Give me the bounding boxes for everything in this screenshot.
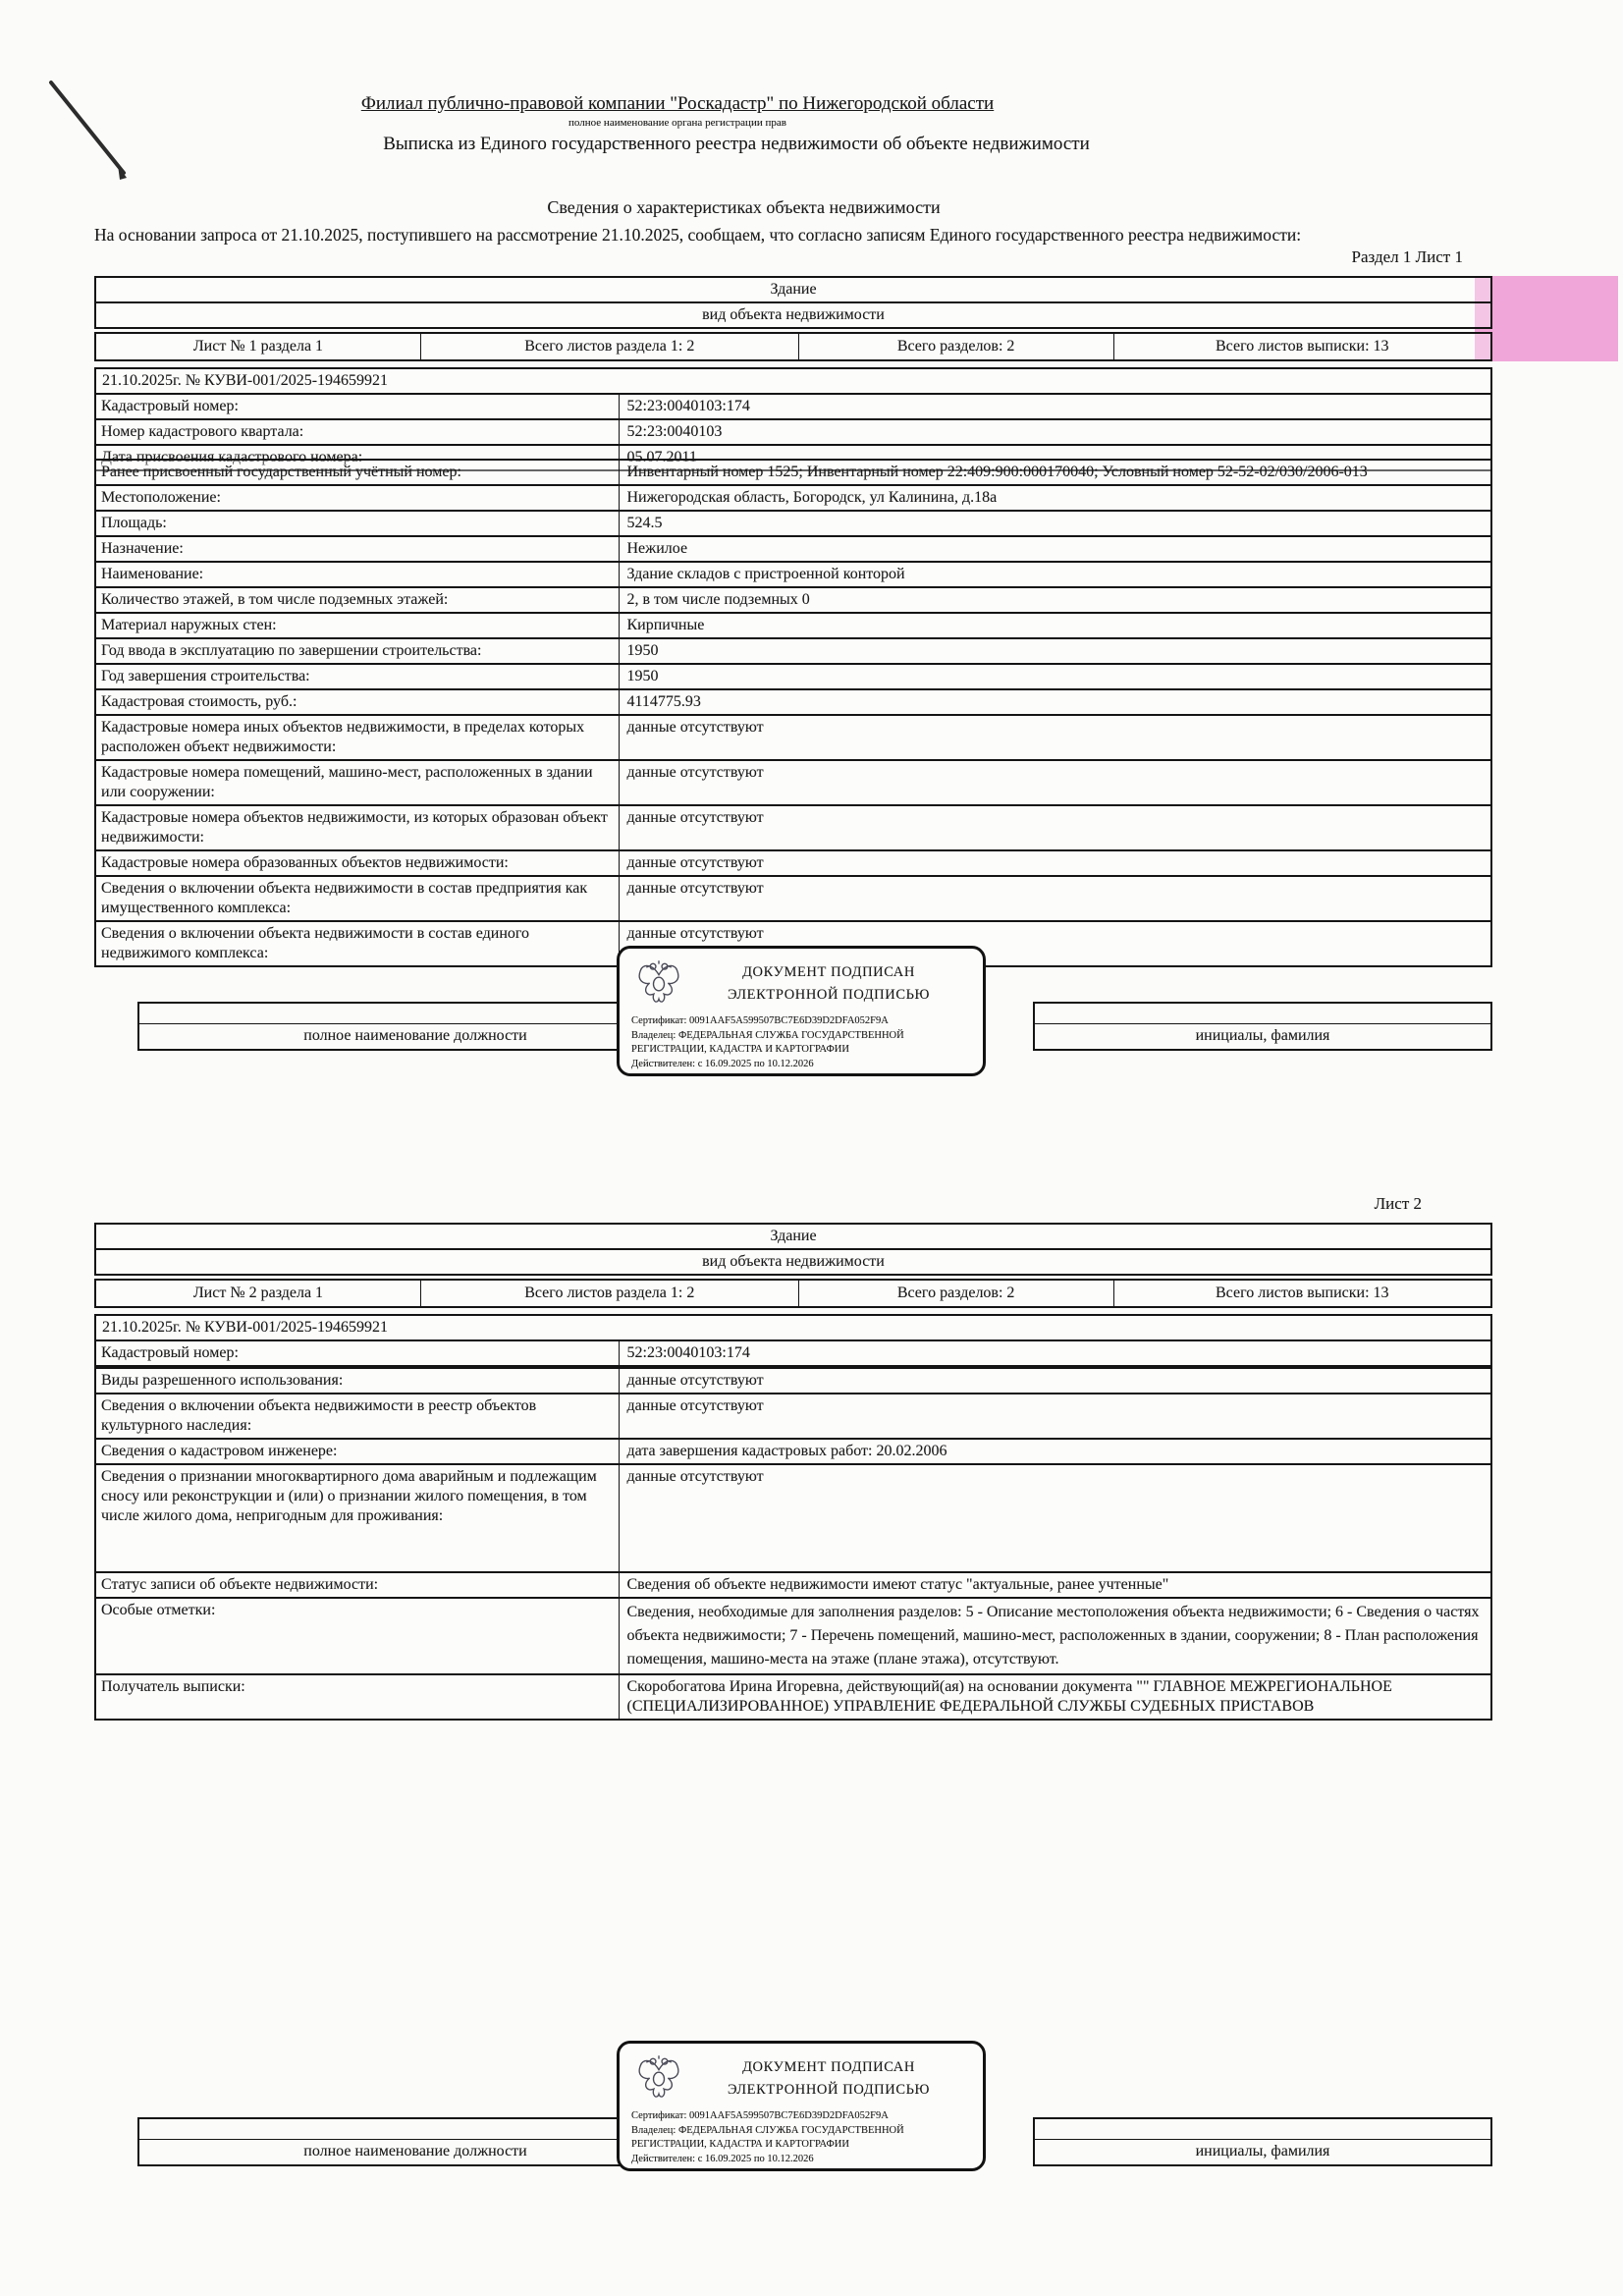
row-value: дата завершения кадастровых работ: 20.02.2006 <box>626 1443 947 1459</box>
object-type: Здание <box>770 1228 817 1244</box>
coat-of-arms-icon <box>631 2050 686 2106</box>
table-row <box>96 612 1490 637</box>
row-value: данные отсутствуют <box>626 854 764 871</box>
razdel-sheet-label: Раздел 1 Лист 1 <box>1351 247 1463 266</box>
row-value: Кирпичные <box>626 617 705 633</box>
signature-position-box <box>137 2117 693 2166</box>
sheet2-details-table <box>94 1367 1492 1721</box>
registration-authority-name: Филиал публично-правовой компании "Роскадастр" по Нижегородской области <box>360 93 995 114</box>
table-row <box>96 875 1490 920</box>
row-value: 52:23:0040103 <box>626 423 723 440</box>
stamp-owner: Владелец: ФЕДЕРАЛЬНАЯ СЛУЖБА ГОСУДАРСТВЕННОЙ РЕГИСТРАЦИИ, КАДАСТРА И КАРТОГРАФИИ <box>631 2124 904 2150</box>
row-value: Сведения, необходимые для заполнения разделов: 5 - Описание местоположения объекта недвижимости; 6 - Сведения о частях объекта недвижимости; 7 - Перечень помещений, машино-мест, расположенных в здании, сооружении; 8 - План расположения помещения, машино-места на этаже (плане этажа), отсутствуют. <box>626 1604 1480 1667</box>
digital-signature-stamp <box>617 2041 986 2171</box>
row-label: Виды разрешенного использования: <box>96 1369 620 1393</box>
row-value: Здание складов с пристроенной конторой <box>626 566 905 582</box>
sheet1-cadastral-id-table <box>94 367 1492 471</box>
table-row <box>96 1369 1490 1393</box>
table-row <box>96 586 1490 612</box>
row-label: Год завершения строительства: <box>96 665 620 688</box>
row-label: Сведения о включении объекта недвижимости в состав предприятия как имущественного комплекса: <box>96 877 620 920</box>
stamp-validity: Действителен: с 16.09.2025 по 10.12.2026 <box>631 2153 814 2164</box>
row-label: Год ввода в эксплуатацию по завершении строительства: <box>96 639 620 663</box>
table-row <box>96 804 1490 849</box>
sheet2-cadastral-id-table <box>94 1314 1492 1367</box>
table-row <box>96 688 1490 714</box>
coat-of-arms-icon <box>631 955 686 1011</box>
signature-line <box>1035 1004 1490 1024</box>
object-type-caption: вид объекта недвижимости <box>96 1248 1490 1274</box>
sheet1-object-type-table <box>94 276 1492 329</box>
request-basis-line: На основании запроса от 21.10.2025, поступившего на рассмотрение 21.10.2025, сообщаем, что согласно записям Единого государственного реестра недвижимости: <box>94 225 1302 245</box>
table-row <box>96 510 1490 535</box>
object-type: Здание <box>770 281 817 298</box>
document-title: Выписка из Единого государственного реестра недвижимости об объекте недвижимости <box>383 134 1090 154</box>
position-caption: полное наименование должности <box>303 2143 527 2159</box>
table-row <box>96 1339 1490 1365</box>
row-label: Особые отметки: <box>96 1599 620 1673</box>
row-label: Материал наружных стен: <box>96 614 620 637</box>
row-value: 05.07.2011 <box>626 449 697 465</box>
name-caption: инициалы, фамилия <box>1195 2143 1330 2159</box>
sheet-number-cell: Лист № 2 раздела 1 <box>96 1281 421 1306</box>
registration-authority-caption: полное наименование органа регистрации прав <box>568 117 786 129</box>
row-label: Статус записи об объекте недвижимости: <box>96 1573 620 1597</box>
row-value: 1950 <box>626 642 659 659</box>
row-value: данные отсутствуют <box>626 1372 764 1389</box>
stamp-validity: Действителен: с 16.09.2025 по 10.12.2026 <box>631 1058 814 1069</box>
signature-line <box>139 1004 691 1024</box>
table-row <box>96 849 1490 875</box>
stamp-certificate: Сертификат: 0091AAF5A599507BC7E6D39D2DFA052F9A <box>631 2110 889 2121</box>
row-value: Инвентарный номер 1525; Инвентарный номер 22:409:900:000170040; Условный номер 52-52-02/030/2006-013 <box>626 464 1368 480</box>
table-row <box>96 561 1490 586</box>
request-number: 21.10.2025г. № КУВИ-001/2025-194659921 <box>102 372 389 389</box>
digital-signature-stamp <box>617 946 986 1076</box>
table-row <box>96 714 1490 759</box>
name-caption: инициалы, фамилия <box>1195 1027 1330 1044</box>
table-row <box>96 637 1490 663</box>
stamp-title-line1: ДОКУМЕНТ ПОДПИСАН <box>742 964 915 980</box>
row-label: Сведения о кадастровом инженере: <box>96 1440 620 1463</box>
row-label: Кадастровые номера образованных объектов недвижимости: <box>96 851 620 875</box>
sections-total-cell: Всего разделов: 2 <box>799 334 1114 359</box>
row-value: данные отсутствуют <box>626 719 764 736</box>
table-row <box>96 1571 1490 1597</box>
extract-sheets-cell: Всего листов выписки: 13 <box>1216 338 1389 355</box>
table-row <box>96 1463 1490 1571</box>
row-label: Наименование: <box>96 563 620 586</box>
row-value: данные отсутствуют <box>626 880 764 897</box>
sheet-number-cell: Лист № 1 раздела 1 <box>96 334 421 359</box>
row-label: Сведения о включении объекта недвижимости в состав единого недвижимого комплекса: <box>96 922 620 965</box>
object-type-caption: вид объекта недвижимости <box>96 301 1490 327</box>
row-value: Сведения об объекте недвижимости имеют статус "актуальные, ранее учтенные" <box>626 1576 1169 1593</box>
row-label: Сведения о признании многоквартирного дома аварийным и подлежащим сносу или реконструкции и (или) о признании жилого помещения, в том числе жилого дома, непригодным для проживания: <box>96 1465 620 1571</box>
row-value: 1950 <box>626 668 659 684</box>
table-row <box>96 461 1490 484</box>
row-value: 524.5 <box>626 515 663 531</box>
sheet2-label: Лист 2 <box>1374 1194 1422 1213</box>
row-label: Кадастровый номер: <box>96 395 620 418</box>
table-row <box>96 1597 1490 1673</box>
sheet2-object-type-table <box>94 1223 1492 1276</box>
row-label: Площадь: <box>96 512 620 535</box>
stamp-title-line2: ЭЛЕКТРОННОЙ ПОДПИСЬЮ <box>727 2082 931 2098</box>
row-label: Номер кадастрового квартала: <box>96 420 620 444</box>
row-value: Нежилое <box>626 540 688 557</box>
row-value: данные отсутствуют <box>626 925 764 942</box>
row-label: Кадастровые номера объектов недвижимости, из которых образован объект недвижимости: <box>96 806 620 849</box>
signature-line <box>1035 2119 1490 2140</box>
row-value: 4114775.93 <box>626 693 701 710</box>
row-value: данные отсутствуют <box>626 809 764 826</box>
signature-line <box>139 2119 691 2140</box>
table-row <box>96 663 1490 688</box>
table-row <box>96 484 1490 510</box>
row-value: Нижегородская область, Богородск, ул Калинина, д.18а <box>626 489 998 506</box>
row-label: Сведения о включении объекта недвижимости в реестр объектов культурного наследия: <box>96 1394 620 1438</box>
row-label: Назначение: <box>96 537 620 561</box>
extract-sheets-cell: Всего листов выписки: 13 <box>1216 1285 1389 1301</box>
sheet1-characteristics-table <box>94 459 1492 967</box>
signature-name-box <box>1033 1002 1492 1051</box>
table-row <box>96 418 1490 444</box>
row-label: Количество этажей, в том числе подземных этажей: <box>96 588 620 612</box>
signature-position-box <box>137 1002 693 1051</box>
row-value: данные отсутствуют <box>626 1468 764 1485</box>
table-row <box>96 393 1490 418</box>
stamp-owner: Владелец: ФЕДЕРАЛЬНАЯ СЛУЖБА ГОСУДАРСТВЕННОЙ РЕГИСТРАЦИИ, КАДАСТРА И КАРТОГРАФИИ <box>631 1029 904 1055</box>
sheet1-counters-row <box>94 332 1492 361</box>
section-sheets-cell: Всего листов раздела 1: 2 <box>421 1281 799 1306</box>
section-sheets-cell: Всего листов раздела 1: 2 <box>421 334 799 359</box>
sheet2-counters-row <box>94 1279 1492 1308</box>
table-row <box>96 1393 1490 1438</box>
stamp-title-line2: ЭЛЕКТРОННОЙ ПОДПИСЬЮ <box>727 987 931 1003</box>
pink-highlight-sticker <box>1475 276 1618 361</box>
signature-name-box <box>1033 2117 1492 2166</box>
position-caption: полное наименование должности <box>303 1027 527 1044</box>
row-value: 52:23:0040103:174 <box>626 1344 750 1361</box>
row-value: данные отсутствуют <box>626 764 764 781</box>
sections-total-cell: Всего разделов: 2 <box>799 1281 1114 1306</box>
request-number: 21.10.2025г. № КУВИ-001/2025-194659921 <box>102 1319 389 1336</box>
row-value: данные отсутствуют <box>626 1397 764 1414</box>
section-title: Сведения о характеристиках объекта недвижимости <box>547 197 941 217</box>
row-value: 2, в том числе подземных 0 <box>626 591 810 608</box>
row-label: Местоположение: <box>96 486 620 510</box>
row-value: Скоробогатова Ирина Игоревна, действующий(ая) на основании документа "" ГЛАВНОЕ МЕЖРЕГИОНАЛЬНОЕ (СПЕЦИАЛИЗИРОВАННОЕ) УПРАВЛЕНИЕ ФЕДЕРАЛЬНОЙ СЛУЖБЫ СУДЕБНЫХ ПРИСТАВОВ <box>626 1678 1392 1715</box>
stamp-certificate: Сертификат: 0091AAF5A599507BC7E6D39D2DFA052F9A <box>631 1015 889 1026</box>
table-row <box>96 1438 1490 1463</box>
row-label: Кадастровые номера иных объектов недвижимости, в пределах которых расположен объект недвижимости: <box>96 716 620 759</box>
row-label: Ранее присвоенный государственный учётный номер: <box>96 461 620 484</box>
row-value: 52:23:0040103:174 <box>626 398 750 414</box>
table-row <box>96 759 1490 804</box>
table-row <box>96 535 1490 561</box>
row-label: Дата присвоения кадастрового номера: <box>96 446 620 469</box>
table-row <box>96 1673 1490 1719</box>
stamp-title-line1: ДОКУМЕНТ ПОДПИСАН <box>742 2059 915 2075</box>
row-label: Кадастровый номер: <box>96 1341 620 1365</box>
row-label: Кадастровая стоимость, руб.: <box>96 690 620 714</box>
row-label: Получатель выписки: <box>96 1675 620 1719</box>
row-label: Кадастровые номера помещений, машино-мест, расположенных в здании или сооружении: <box>96 761 620 804</box>
